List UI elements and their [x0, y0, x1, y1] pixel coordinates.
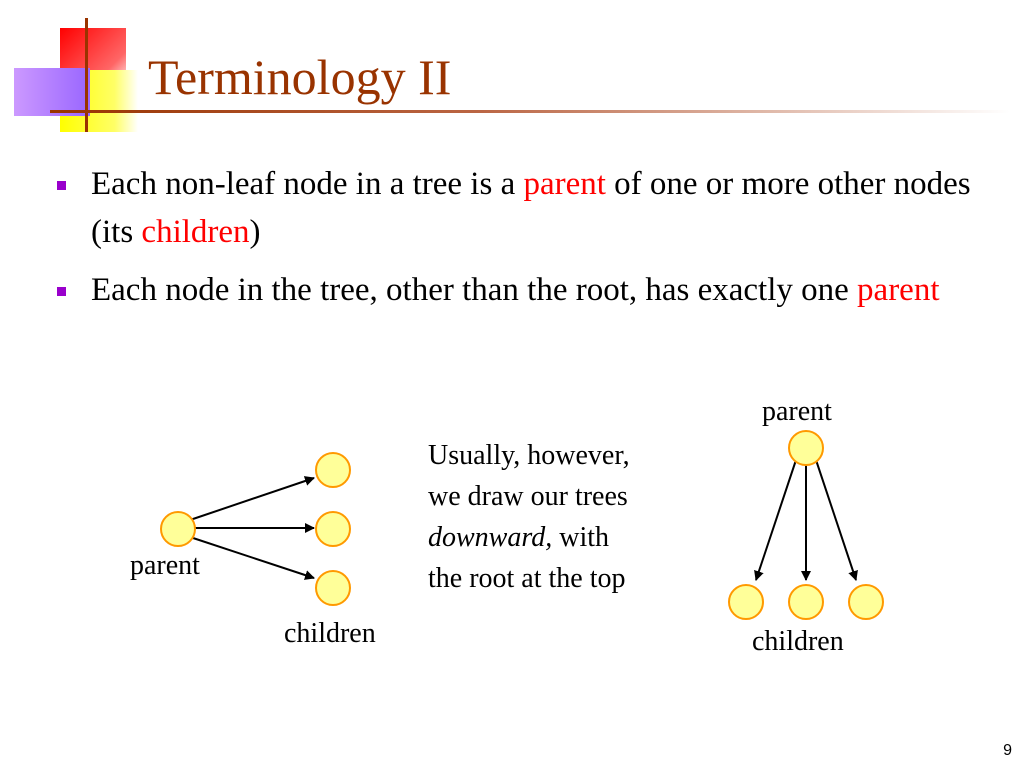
tree-node-parent — [161, 512, 195, 546]
edge-arrow — [190, 478, 314, 520]
tree-node-child — [316, 453, 350, 487]
note-line-rest: with — [552, 522, 609, 553]
highlight-word: children — [141, 214, 250, 250]
right-parent-label: parent — [762, 396, 832, 427]
tree-node-child — [316, 512, 350, 546]
bullet-text: Each node in the tree, other than the root, has exactly one — [91, 272, 858, 308]
bullet-text: ) — [249, 214, 261, 250]
edge-arrow — [190, 537, 314, 578]
page-number: 9 — [1003, 742, 1012, 759]
bullet-text: of one or more other nodes (its — [91, 166, 971, 250]
highlight-word: parent — [523, 166, 606, 202]
tree-node-parent — [789, 431, 823, 465]
edge-arrow — [756, 460, 796, 580]
tree-node-child — [316, 571, 350, 605]
note-line: we draw our trees — [428, 481, 628, 512]
highlight-word: parent — [857, 272, 940, 308]
note-line: the root at the top — [428, 563, 626, 594]
right-children-label: children — [752, 626, 844, 657]
page-title: Terminology II — [148, 49, 452, 105]
bullet-text: Each non-leaf node in a tree is a — [91, 166, 524, 202]
tree-node-child — [789, 585, 823, 619]
italic-word: downward, — [428, 522, 553, 553]
note-line: Usually, however, — [428, 440, 630, 471]
left-parent-label: parent — [130, 550, 200, 581]
tree-node-child — [849, 585, 883, 619]
edge-arrow — [816, 460, 856, 580]
annotation-text — [428, 435, 698, 599]
note-line — [428, 517, 698, 558]
tree-node-child — [729, 585, 763, 619]
left-children-label: children — [284, 618, 376, 649]
